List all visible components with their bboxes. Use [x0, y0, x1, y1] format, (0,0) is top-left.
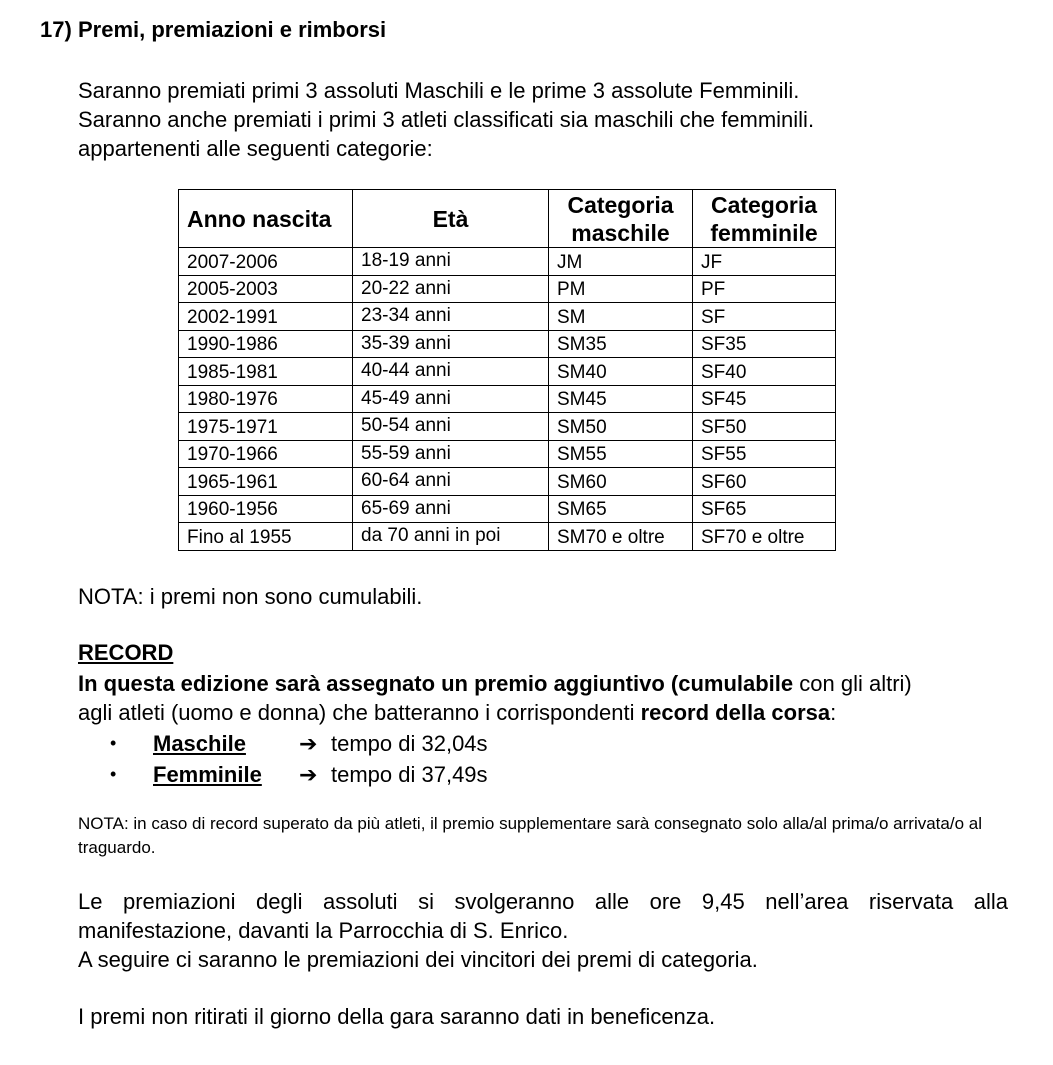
header-eta: Età: [353, 190, 549, 248]
cell-categoria-femminile: JF: [693, 248, 836, 276]
cell-anno: 2007-2006: [179, 248, 353, 276]
cell-eta: 65-69 anni: [353, 495, 549, 523]
table-row: [179, 385, 836, 413]
record-bold-text: In questa edizione sarà assegnato un premio aggiuntivo (cumulabile: [78, 671, 794, 696]
cell-categoria-maschile: SM70 e oltre: [549, 523, 693, 551]
cell-categoria-maschile: JM: [549, 248, 693, 276]
table-row: [179, 275, 836, 303]
record-paragraph: [78, 669, 1018, 727]
cell-eta: 45-49 anni: [353, 385, 549, 413]
cell-categoria-femminile: SF60: [693, 468, 836, 496]
bullet-icon: •: [110, 764, 117, 784]
section-heading: [40, 17, 386, 43]
categories-table: [178, 189, 836, 551]
table-header-row: [179, 190, 836, 248]
beneficenza-note: I premi non ritirati il giorno della gara saranno dati in beneficenza.: [78, 1004, 716, 1029]
table-row: [179, 413, 836, 441]
cell-eta: 35-39 anni: [353, 330, 549, 358]
cell-anno: 2005-2003: [179, 275, 353, 303]
cell-categoria-femminile: SF45: [693, 385, 836, 413]
record-line: [78, 669, 1018, 698]
record-text: agli atleti (uomo e donna) che batteranno i corrispondenti: [78, 700, 641, 725]
cell-categoria-maschile: SM50: [549, 413, 693, 441]
cell-categoria-femminile: SF50: [693, 413, 836, 441]
cell-anno: 2002-1991: [179, 303, 353, 331]
arrow-right-icon: ➔: [299, 761, 318, 787]
cell-anno: 1985-1981: [179, 358, 353, 386]
cell-categoria-maschile: SM65: [549, 495, 693, 523]
record-title: RECORD: [78, 640, 174, 665]
section-number: 17): [40, 17, 72, 42]
record-text: :: [830, 700, 837, 725]
cell-categoria-maschile: SM: [549, 303, 693, 331]
cell-categoria-maschile: SM40: [549, 358, 693, 386]
record-list: [110, 728, 488, 790]
cell-eta: 55-59 anni: [353, 440, 549, 468]
premiazioni-line: manifestazione, davanti la Parrocchia di S. Enrico.: [78, 918, 569, 943]
section-title: Premi, premiazioni e rimborsi: [78, 17, 387, 42]
header-label: Categoria: [710, 191, 818, 218]
cell-eta: 20-22 anni: [353, 275, 549, 303]
table-row: [179, 523, 836, 551]
table-row: [179, 248, 836, 276]
cell-eta: 60-64 anni: [353, 468, 549, 496]
cell-anno: 1960-1956: [179, 495, 353, 523]
cell-eta: 23-34 anni: [353, 303, 549, 331]
record-bold-text: record della corsa: [640, 700, 831, 725]
premiazioni-line: A seguire ci saranno le premiazioni dei vincitori dei premi di categoria.: [78, 947, 758, 972]
cell-categoria-maschile: SM45: [549, 385, 693, 413]
record-line: [78, 698, 1018, 727]
cell-categoria-femminile: SF35: [693, 330, 836, 358]
cell-eta: 40-44 anni: [353, 358, 549, 386]
header-categoria-femminile: [693, 190, 836, 248]
arrow-right-icon: ➔: [299, 730, 318, 756]
header-label: maschile: [571, 219, 670, 246]
table-row: [179, 358, 836, 386]
intro-paragraph: [78, 76, 814, 163]
cell-categoria-femminile: SF70 e oltre: [693, 523, 836, 551]
cell-categoria-femminile: SF55: [693, 440, 836, 468]
cell-eta: 50-54 anni: [353, 413, 549, 441]
cell-categoria-maschile: SM60: [549, 468, 693, 496]
header-label: Categoria: [567, 191, 674, 218]
table-row: [179, 330, 836, 358]
intro-line: Saranno anche premiati i primi 3 atleti classificati sia maschili che femminili.: [78, 107, 815, 132]
record-gender-label: Maschile: [153, 730, 246, 756]
intro-line: Saranno premiati primi 3 assoluti Maschili e le prime 3 assolute Femminili.: [78, 78, 800, 103]
cell-anno: 1975-1971: [179, 413, 353, 441]
header-label: femminile: [710, 219, 818, 246]
cell-eta: 18-19 anni: [353, 248, 549, 276]
cell-categoria-femminile: SF40: [693, 358, 836, 386]
cell-categoria-maschile: SM55: [549, 440, 693, 468]
nota-record: NOTA: in caso di record superato da più atleti, il premio supplementare sarà consegnato solo alla/al prima/o arrivata/o al traguardo.: [78, 814, 982, 857]
cell-categoria-maschile: SM35: [549, 330, 693, 358]
table-row: [179, 468, 836, 496]
header-anno-nascita: Anno nascita: [179, 190, 353, 248]
premiazioni-paragraph: [78, 887, 1008, 974]
cell-anno: 1970-1966: [179, 440, 353, 468]
record-time: tempo di 37,49s: [331, 761, 488, 787]
record-text: con gli altri): [793, 671, 912, 696]
cell-anno: Fino al 1955: [179, 523, 353, 551]
record-time: tempo di 32,04s: [331, 730, 488, 756]
table-row: [179, 303, 836, 331]
list-item: [110, 759, 488, 790]
cell-eta: da 70 anni in poi: [353, 523, 549, 551]
table-row: [179, 495, 836, 523]
cell-categoria-femminile: PF: [693, 275, 836, 303]
record-gender-label: Femminile: [153, 761, 262, 787]
cell-categoria-femminile: SF: [693, 303, 836, 331]
header-categoria-maschile: [549, 190, 693, 248]
cell-anno: 1990-1986: [179, 330, 353, 358]
bullet-icon: •: [110, 733, 117, 753]
cell-categoria-maschile: PM: [549, 275, 693, 303]
cell-anno: 1980-1976: [179, 385, 353, 413]
premiazioni-line: Le premiazioni degli assoluti si svolgeranno alle ore 9,45 nell’area riservata alla: [78, 889, 1008, 914]
cell-anno: 1965-1961: [179, 468, 353, 496]
cell-categoria-femminile: SF65: [693, 495, 836, 523]
nota-non-cumulabili: NOTA: i premi non sono cumulabili.: [78, 584, 423, 609]
table-row: [179, 440, 836, 468]
intro-line: appartenenti alle seguenti categorie:: [78, 136, 433, 161]
list-item: [110, 728, 488, 759]
